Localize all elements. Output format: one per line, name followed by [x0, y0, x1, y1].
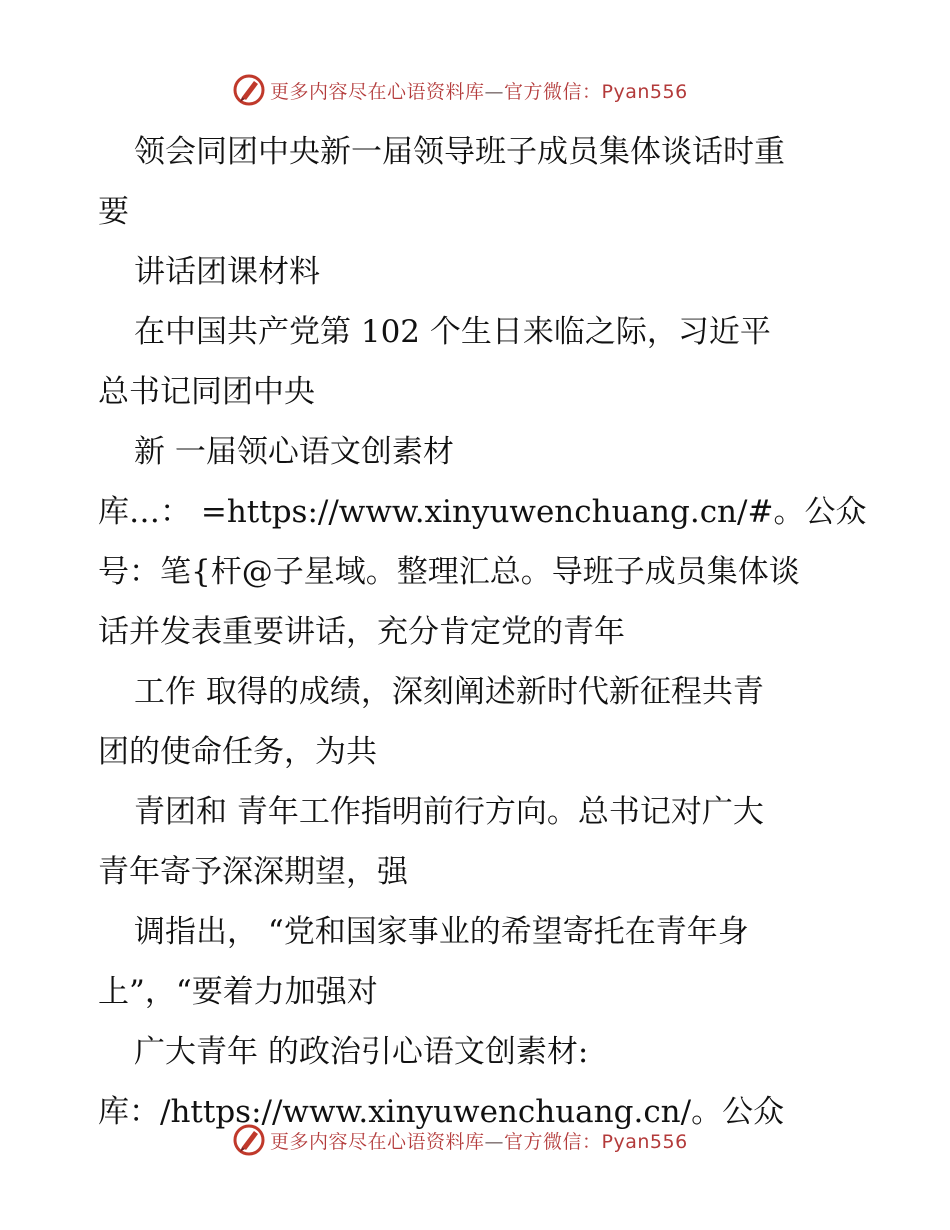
text-line: 讲话团课材料: [134, 254, 320, 290]
text-line: 库：/https://www.xinyuwenchuang.cn/。公众: [98, 1094, 785, 1130]
footer-banner: [232, 1120, 688, 1160]
pen-logo-icon: [232, 1123, 266, 1157]
text-line: 总书记同团中央: [98, 374, 315, 410]
text-line: 青年寄予深深期望，强: [98, 854, 408, 890]
banner-text: 更多内容尽在心语资料库—官方微信：Pyan556: [270, 80, 688, 103]
text-line: 新 一届领心语文创素材: [134, 434, 454, 470]
text-line: 领会同团中央新一届领导班子成员集体谈话时重: [134, 134, 785, 170]
text-line: 在中国共产党第 102 个生日来临之际，习近平: [134, 314, 771, 350]
pen-logo-icon: [232, 73, 266, 107]
text-line: 库…： =https://www.xinyuwenchuang.cn/#。公众: [98, 494, 867, 530]
text-line: 青团和 青年工作指明前行方向。总书记对广大: [134, 794, 764, 830]
banner-text: 更多内容尽在心语资料库—官方微信：Pyan556: [270, 1130, 688, 1153]
text-line: 广大青年 的政治引心语文创素材:: [134, 1034, 589, 1070]
text-line: 调指出， “党和国家事业的希望寄托在青年身: [134, 914, 749, 950]
text-line: 工作 取得的成绩，深刻阐述新时代新征程共青: [134, 674, 764, 710]
text-line: 上”，“要着力加强对: [98, 974, 378, 1010]
text-line: 团的使命任务，为共: [98, 734, 377, 770]
text-line: 话并发表重要讲话，充分肯定党的青年: [98, 614, 625, 650]
text-line: 要: [98, 194, 129, 230]
header-banner: [232, 70, 688, 110]
document-body: [98, 122, 898, 1142]
text-line: 号：笔{杆@子星域。整理汇总。导班子成员集体谈: [98, 554, 800, 590]
